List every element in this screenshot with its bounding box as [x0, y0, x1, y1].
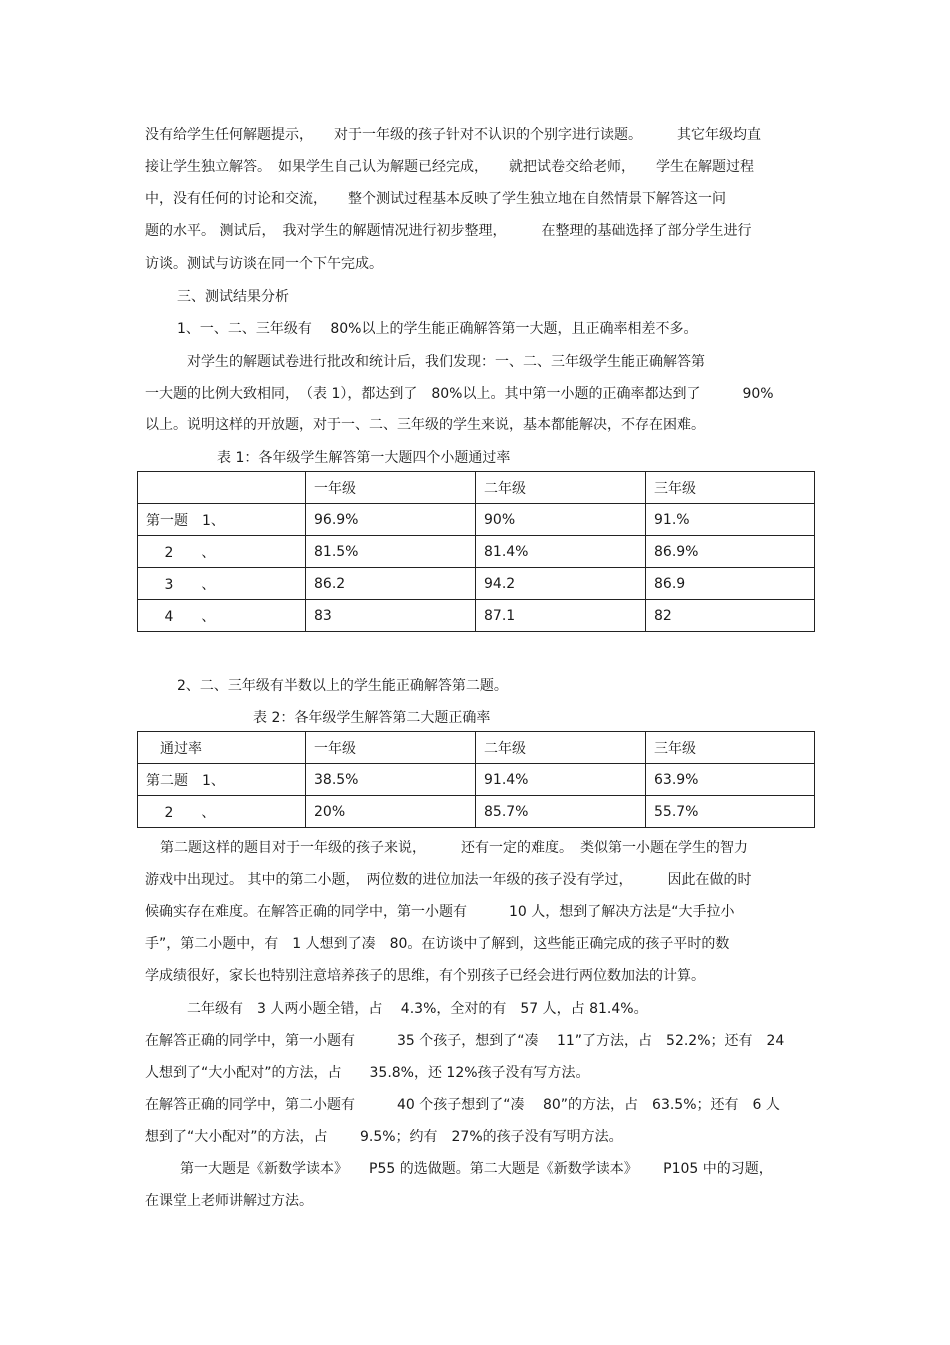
paragraph-line: 题的水平。 测试后， 我对学生的解题情况进行初步整理， 在整理的基础选择了部分学生进行: [145, 223, 752, 239]
paragraph-line: 第二题这样的题目对于一年级的孩子来说， 还有一定的难度。 类似第一小题在学生的智力: [160, 840, 748, 856]
table-cell: 85.7%: [476, 796, 646, 828]
table-cell: 63.9%: [646, 764, 815, 796]
table-cell: 第二题 1、: [138, 764, 306, 796]
point-heading-2: 2、二、三年级有半数以上的学生能正确解答第二题。: [177, 678, 508, 694]
table2-caption: 表 2：各年级学生解答第二大题正确率: [253, 710, 491, 726]
table-header-cell: 二年级: [476, 732, 646, 764]
table-header-cell: 三年级: [646, 472, 815, 504]
paragraph-line: 访谈。测试与访谈在同一个下午完成。: [145, 256, 383, 272]
table2: [137, 731, 815, 828]
table-header-cell: 二年级: [476, 472, 646, 504]
table-row: [138, 504, 815, 536]
table-row: [138, 536, 815, 568]
table-cell: 91.4%: [476, 764, 646, 796]
table-header-cell: 一年级: [306, 732, 476, 764]
table-row: [138, 796, 815, 828]
table-cell: 83: [306, 600, 476, 632]
table-cell: 第一题 1、: [138, 504, 306, 536]
table-cell: 20%: [306, 796, 476, 828]
table-cell: 94.2: [476, 568, 646, 600]
table-header-row: [138, 472, 815, 504]
table-cell: 2 、: [138, 536, 306, 568]
table-cell: 81.4%: [476, 536, 646, 568]
paragraph-line: 以上。说明这样的开放题，对于一、二、三年级的学生来说，基本都能解决，不存在困难。: [145, 417, 705, 433]
paragraph-line: 候确实存在难度。在解答正确的同学中，第一小题有 10 人，想到了解决方法是“大手拉小: [145, 904, 735, 920]
table-header-cell: [138, 472, 306, 504]
table-cell: 2 、: [138, 796, 306, 828]
table-cell: 90%: [476, 504, 646, 536]
paragraph-line: 人想到了“大小配对”的方法，占 35.8%，还 12%孩子没有写方法。: [145, 1065, 590, 1081]
table-cell: 86.9%: [646, 536, 815, 568]
table-cell: 4 、: [138, 600, 306, 632]
table-cell: 55.7%: [646, 796, 815, 828]
table1-caption: 表 1：各年级学生解答第一大题四个小题通过率: [217, 450, 511, 466]
table-cell: 86.9: [646, 568, 815, 600]
table-row: [138, 764, 815, 796]
point-heading-1: 1、一、二、三年级有 80%以上的学生能正确解答第一大题，且正确率相差不多。: [177, 321, 698, 337]
paragraph-line: 没有给学生任何解题提示， 对于一年级的孩子针对不认识的个别字进行读题。 其它年级均直: [145, 127, 761, 143]
table-cell: 3 、: [138, 568, 306, 600]
table-cell: 86.2: [306, 568, 476, 600]
table-cell: 91.%: [646, 504, 815, 536]
paragraph-line: 手”，第二小题中，有 1 人想到了凑 80。在访谈中了解到，这些能正确完成的孩子平时的数: [145, 936, 730, 952]
paragraph-line: 对学生的解题试卷进行批改和统计后，我们发现：一、二、三年级学生能正确解答第: [187, 354, 705, 370]
paragraph-line: 在解答正确的同学中，第二小题有 40 个孩子想到了“凑 80”的方法，占 63.5%；还有 6 人: [145, 1097, 780, 1113]
paragraph-line: 接让学生独立解答。 如果学生自己认为解题已经完成， 就把试卷交给老师， 学生在解题过程: [145, 159, 754, 175]
table1: [137, 471, 815, 632]
paragraph-line: 一大题的比例大致相同， （表 1），都达到了 80%以上。其中第一小题的正确率都达到了 90%: [145, 386, 774, 402]
paragraph-line: 在课堂上老师讲解过方法。: [145, 1193, 313, 1209]
table-cell: 87.1: [476, 600, 646, 632]
paragraph-line: 想到了“大小配对”的方法，占 9.5%；约有 27%的孩子没有写明方法。: [145, 1129, 623, 1145]
table-header-cell: 一年级: [306, 472, 476, 504]
table-header-row: [138, 732, 815, 764]
paragraph-line: 学成绩很好，家长也特别注意培养孩子的思维，有个别孩子已经会进行两位数加法的计算。: [145, 968, 705, 984]
table-row: [138, 568, 815, 600]
table-row: [138, 600, 815, 632]
paragraph-line: 游戏中出现过。 其中的第二小题， 两位数的进位加法一年级的孩子没有学过， 因此在做的时: [145, 872, 752, 888]
paragraph-line: 二年级有 3 人两小题全错，占 4.3%，全对的有 57 人，占 81.4%。: [187, 1001, 648, 1017]
table-cell: 38.5%: [306, 764, 476, 796]
table-cell: 82: [646, 600, 815, 632]
table-cell: 81.5%: [306, 536, 476, 568]
table-header-cell: 通过率: [138, 732, 306, 764]
section-heading: 三、测试结果分析: [177, 289, 289, 305]
table-header-cell: 三年级: [646, 732, 815, 764]
paragraph-line: 在解答正确的同学中，第一小题有 35 个孩子，想到了“凑 11”了方法，占 52.2%；还有 24: [145, 1033, 785, 1049]
paragraph-line: 中，没有任何的讨论和交流， 整个测试过程基本反映了学生独立地在自然情景下解答这一问: [145, 191, 726, 207]
paragraph-line: 第一大题是《新数学读本》 P55 的选做题。第二大题是《新数学读本》 P105 中的习题，: [180, 1161, 773, 1177]
table-cell: 96.9%: [306, 504, 476, 536]
